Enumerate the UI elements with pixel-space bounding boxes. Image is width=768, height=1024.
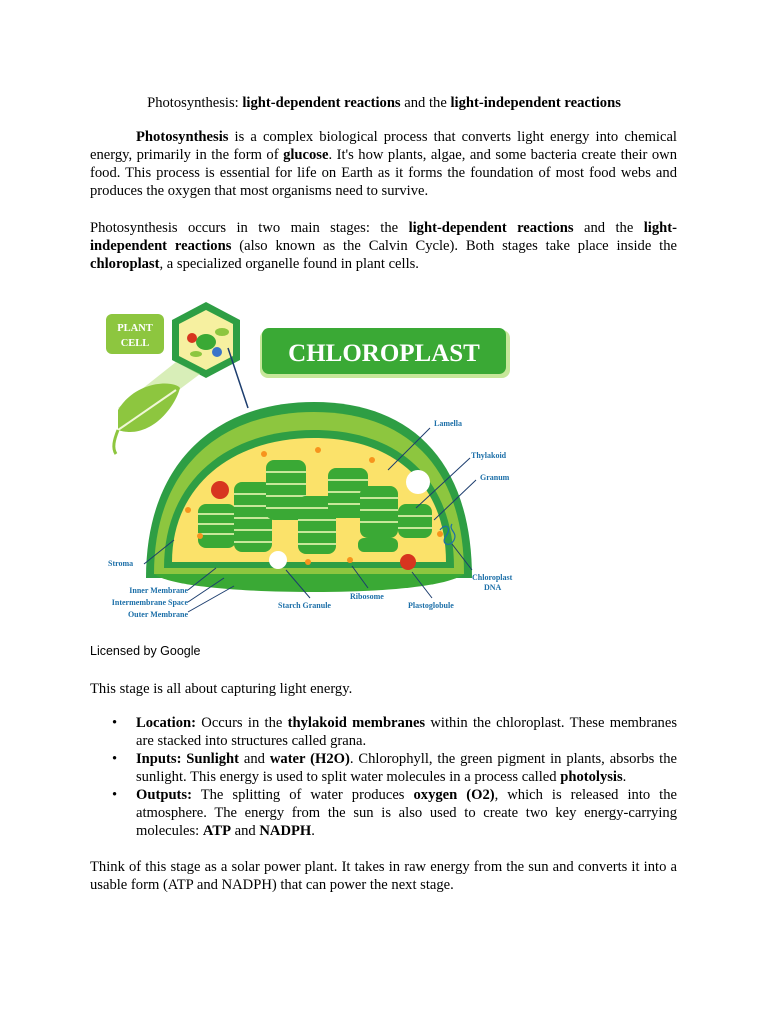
bullet-text: The splitting of water produces	[191, 787, 414, 803]
list-item-outputs	[90, 786, 677, 840]
chloroplast-figure	[88, 290, 528, 630]
term-photolysis: photolysis	[560, 769, 623, 785]
leaf-icon	[114, 383, 180, 454]
ribosome-dot	[315, 447, 321, 453]
list-item-inputs	[90, 750, 677, 786]
granum-1-stack	[198, 504, 236, 548]
cell-organelle-green	[190, 351, 202, 357]
term-oxygen: oxygen (O2)	[413, 787, 495, 803]
starch-granule	[406, 470, 430, 494]
lone-thylakoid	[358, 538, 398, 552]
ribosome-dot	[197, 533, 203, 539]
ribosome-dot	[369, 457, 375, 463]
analogy-paragraph: Think of this stage as a solar power plant. It takes in raw energy from the sun and converts it into a usable form (ATP and NADPH) that can power the next stage.	[90, 859, 677, 893]
term-light-dependent: light-dependent reactions	[408, 220, 574, 236]
term-nadph: NADPH	[259, 823, 312, 839]
starch-granule	[269, 551, 287, 569]
label-outer-membrane: Outer Membrane	[127, 610, 188, 619]
p1-text-1: is a complex biological process that converts light energy into chemical energy, primarily in the form of	[90, 129, 677, 163]
term-thylakoid-membranes: thylakoid membranes	[287, 715, 426, 731]
plastoglobule-dot	[211, 481, 229, 499]
bullet-text: and	[230, 823, 260, 839]
p2-text-1: Photosynthesis occurs in two main stages: the	[90, 220, 409, 236]
p2-text-3: (also known as the Calvin Cycle). Both stages take place inside the	[231, 238, 677, 254]
label-chloroplast-dna-1: Chloroplast	[472, 573, 513, 582]
label-stroma: Stroma	[108, 559, 134, 568]
ribosome-dot	[261, 451, 267, 457]
term-light-independent: light-independent reactions	[90, 220, 677, 254]
label-chloroplast-dna-2: DNA	[484, 583, 502, 592]
p2-text-2: and the	[573, 220, 644, 236]
title-bold-1: light-dependent reactions	[242, 95, 401, 111]
p2-text-4: , a specialized organelle found in plant cells.	[159, 256, 419, 272]
ribosome-dot	[437, 531, 443, 537]
bullet-heading-inputs: Inputs: Sunlight	[136, 751, 240, 767]
bullet-text: .	[622, 769, 627, 785]
leaf-stem	[114, 430, 118, 454]
label-granum: Granum	[480, 473, 510, 482]
granum-7-stack	[398, 504, 432, 538]
figure-caption: Licensed by Google	[90, 644, 201, 658]
bullet-marker: •	[112, 787, 118, 803]
list-item-location	[90, 714, 677, 750]
label-intermembrane-space: Intermembrane Space	[111, 598, 188, 607]
term-glucose: glucose	[283, 147, 329, 163]
label-plastoglobule: Plastoglobule	[408, 601, 454, 610]
plastoglobule-dot	[400, 554, 416, 570]
plant-cell-label-1: PLANT	[117, 323, 153, 334]
ribosome-dot	[305, 559, 311, 565]
stage-details-list	[90, 714, 677, 840]
term-water: water (H2O)	[269, 751, 350, 767]
title-prefix: Photosynthesis:	[147, 95, 243, 111]
bullet-text: .	[311, 823, 315, 839]
granum-6	[360, 486, 398, 538]
bullet-heading-outputs: Outputs:	[136, 787, 192, 803]
bullet-text: and	[239, 751, 270, 767]
bullet-marker: •	[112, 715, 118, 731]
document-title	[0, 94, 768, 112]
cell-organelle-red	[187, 333, 197, 343]
chloroplast-base	[154, 574, 464, 592]
label-ribosome: Ribosome	[350, 592, 384, 601]
term-atp: ATP	[202, 823, 231, 839]
stage-intro-paragraph: This stage is all about capturing light energy.	[90, 681, 353, 697]
title-bold-2: light-independent reactions	[450, 95, 621, 111]
granum-1	[198, 504, 236, 548]
bullet-text: Occurs in the	[196, 715, 288, 731]
plant-cell-label-2: CELL	[120, 338, 150, 349]
term-photosynthesis: Photosynthesis	[136, 129, 229, 145]
chloroplast-banner	[260, 328, 510, 378]
title-mid: and the	[400, 95, 451, 111]
stages-paragraph	[90, 219, 677, 273]
cell-nucleus	[196, 334, 216, 350]
label-lamella: Lamella	[434, 419, 462, 428]
cell-chloroplast-small	[215, 328, 229, 336]
term-chloroplast: chloroplast	[90, 256, 160, 272]
ribosome-dot	[185, 507, 191, 513]
bullet-text: , which is released into the atmosphere. The energy from the sun is also used to create two key energy-carrying molecules:	[136, 787, 677, 839]
intro-paragraph	[90, 128, 677, 200]
label-starch-granule: Starch Granule	[278, 601, 331, 610]
label-thylakoid: Thylakoid	[471, 451, 507, 460]
bullet-marker: •	[112, 751, 118, 767]
granum-7	[398, 504, 432, 538]
bullet-text: within the chloroplast. These membranes are stacked into structures called grana.	[136, 715, 678, 749]
bullet-heading-location: Location:	[136, 715, 196, 731]
banner-title: CHLOROPLAST	[288, 340, 480, 367]
plant-cell-badge	[106, 314, 164, 354]
chloroplast-illustration	[88, 290, 528, 630]
p1-text-2: . It's how plants, algae, and some bacteria create their own food. This process is essential for life on Earth as it forms the foundation of most food webs and produces the oxygen that most organisms need to survive.	[90, 147, 677, 199]
granum-6-stack	[360, 486, 398, 538]
label-inner-membrane: Inner Membrane	[129, 586, 188, 595]
outer-membrane-leader	[188, 586, 234, 612]
ribosome-dot	[347, 557, 353, 563]
cell-organelle-blue	[212, 347, 222, 357]
bullet-text: . Chlorophyll, the green pigment in plants, absorbs the sunlight. This energy is used to split water molecules in a process called	[136, 751, 677, 785]
